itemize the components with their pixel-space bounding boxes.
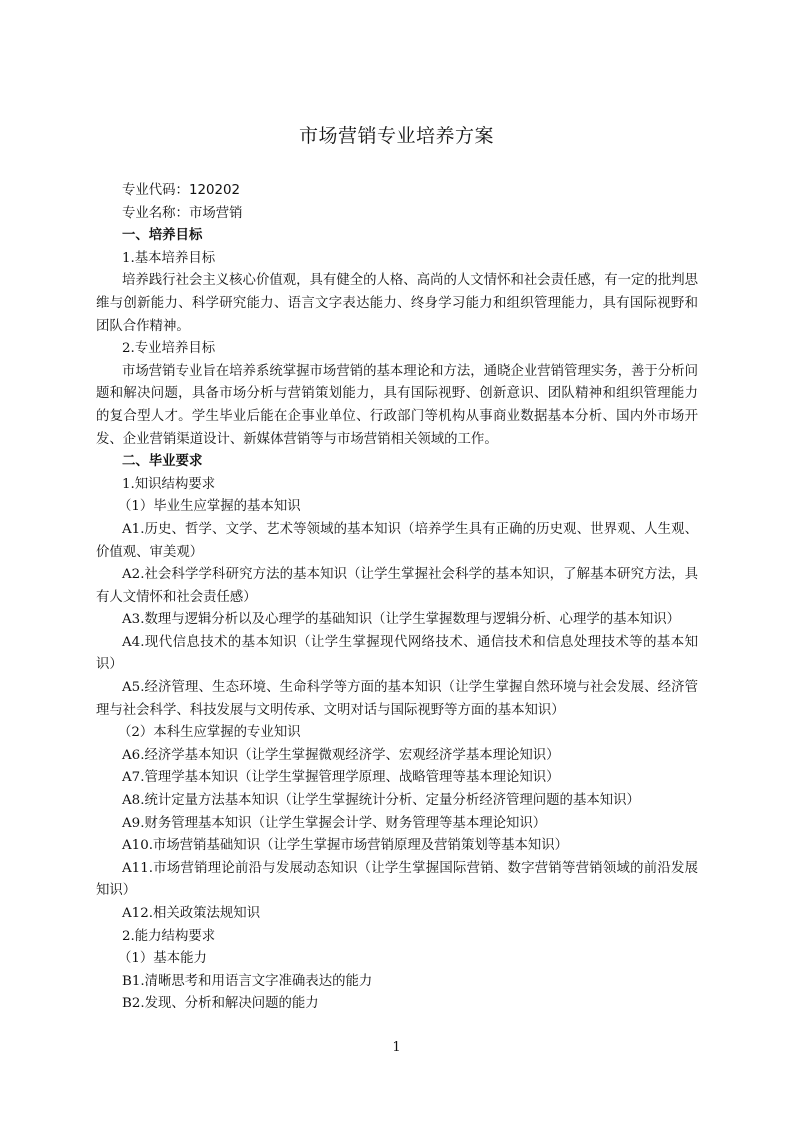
subheading-basic-knowledge: （1）毕业生应掌握的基本知识 (118, 499, 301, 515)
document-body (96, 180, 698, 1016)
section-heading-graduation-requirements: 二、毕业要求 (122, 454, 203, 470)
list-item-b1: B1.清晰思考和用语言文字准确表达的能力 (122, 973, 373, 989)
list-item-a2: A2.社会科学学科研究方法的基本知识（让学生掌握社会科学的基本知识，了解基本研究方法，具有人文情怀和社会责任感） (96, 567, 698, 605)
list-item-a9: A9.财务管理基本知识（让学生掌握会计学、财务管理等基本理论知识） (122, 815, 547, 831)
list-item-a3: A3.数理与逻辑分析以及心理学的基础知识（让学生掌握数理与逻辑分析、心理学的基本知识） (122, 612, 681, 628)
page-number: 1 (392, 1040, 401, 1055)
major-code: 专业代码：120202 (122, 183, 241, 198)
list-item-a4: A4.现代信息技术的基本知识（让学生掌握现代网络技术、通信技术和信息处理技术等的基本知识） (96, 634, 698, 673)
subheading-basic-ability: （1）基本能力 (118, 951, 207, 967)
subheading-professional-knowledge: （2）本科生应掌握的专业知识 (118, 725, 301, 741)
subheading-ability-structure: 2.能力结构要求 (122, 928, 216, 944)
subheading-knowledge-structure: 1.知识结构要求 (122, 476, 216, 492)
list-item-a6: A6.经济学基本知识（让学生掌握微观经济学、宏观经济学基本理论知识） (122, 747, 560, 763)
list-item-a11: A11.市场营销理论前沿与发展动态知识（让学生掌握国际营销、数字营销等营销领域的前沿发展知识） (96, 860, 698, 899)
list-item-a5: A5.经济管理、生态环境、生命科学等方面的基本知识（让学生掌握自然环境与社会发展、经济管理与社会科学、科技发展与文明传承、文明对话与国际视野等方面的基本知识） (96, 680, 698, 718)
list-item-a1: A1.历史、哲学、文学、艺术等领域的基本知识（培养学生具有正确的历史观、世界观、人生观、价值观、审美观） (96, 521, 698, 560)
document-title: 市场营销专业培养方案 (298, 125, 494, 147)
section-heading-training-objectives: 一、培养目标 (122, 228, 203, 244)
list-item-a8: A8.统计定量方法基本知识（让学生掌握统计分析、定量分析经济管理问题的基本知识） (122, 793, 640, 809)
list-item-a7: A7.管理学基本知识（让学生掌握管理学原理、战略管理等基本理论知识） (122, 770, 560, 786)
paragraph-basic-objectives: 培养践行社会主义核心价值观，具有健全的人格、高尚的人文情怀和社会责任感，有一定的批判思维与创新能力、科学研究能力、语言文字表达能力、终身学习能力和组织管理能力，具有国际视野和团队合作精神。 (96, 273, 698, 334)
list-item-a10: A10.市场营销基础知识（让学生掌握市场营销原理及营销策划等基本知识） (122, 838, 569, 854)
major-name: 专业名称：市场营销 (122, 205, 243, 221)
list-item-a12: A12.相关政策法规知识 (122, 906, 261, 921)
paragraph-professional-objectives: 市场营销专业旨在培养系统掌握市场营销的基本理论和方法，通晓企业营销管理实务，善于分析问题和解决问题，具备市场分析与营销策划能力，具有国际视野、创新意识、团队精神和组织管理能力的复合型人才。学生毕业后能在企事业单位、行政部门等机构从事商业数据基本分析、国内外市场开发、企业营销渠道设计、新媒体营销等与市场营销相关领域的工作。 (96, 363, 698, 447)
subheading-basic-objectives: 1.基本培养目标 (122, 250, 216, 266)
list-item-b2: B2.发现、分析和解决问题的能力 (122, 996, 319, 1012)
subheading-professional-objectives: 2.专业培养目标 (122, 341, 216, 357)
